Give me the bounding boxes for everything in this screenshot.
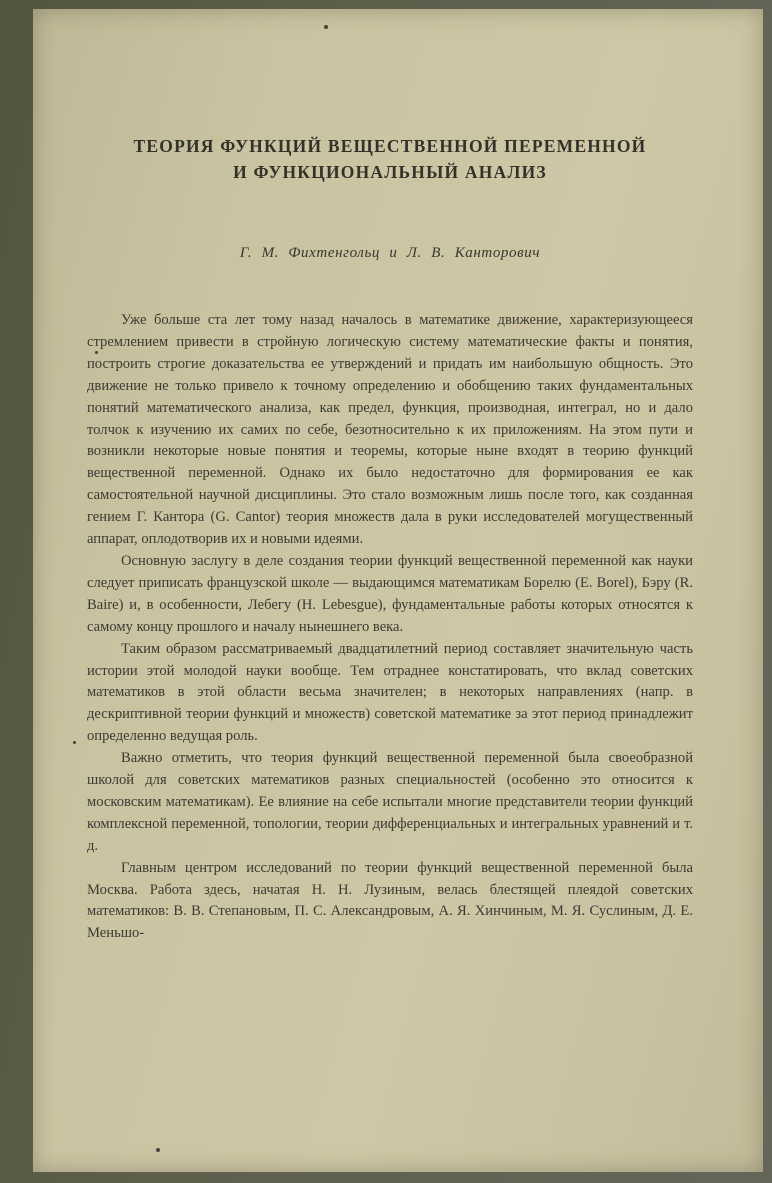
paragraph: Уже больше ста лет тому назад началось в математике движение, характеризующееся стремлением привести в стройную логическую систему математические факты и понятия, построить строгие доказательства ее утверждений и придать им наибольшую общность. Это движение не только привело к точному определению и обобщению таких фундаментальных понятий математического анализа, как предел, функция, производная, интеграл, но и дало толчок к изучению их самих по себе, безотносительно к их приложениям. На этом пути и возникли некоторые новые понятия и теоремы, которые ныне входят в теорию функций вещественной переменной. Однако их было недостаточно для формирования ее как самостоятельной научной дисциплины. Это стало возможным лишь после того, как созданная гением Г. Кантора (G. Cantor) теория множеств дала в руки исследователей могущественный аппарат, оплодотворив их и новыми идеями. bbox=[87, 312, 693, 548]
paragraph: Важно отметить, что теория функций вещественной переменной была своеобразной школой для советских математиков разных специальностей (особенно это относится к московским математикам). Ее влияние на себе испытали многие представители теории функций комплексной переменной, топологии, теории дифференциальных и интегральных уравнений и т. д. bbox=[87, 750, 693, 854]
paragraph: Главным центром исследований по теории функций вещественной переменной была Москва. Работа здесь, начатая Н. Н. Лузиным, велась блестящей плеядой советских математиков: В. В. Степановым, П. С. Александровым, А. Я. Хинчиным, М. Я. Суслиным, Д. Е. Меньшо- bbox=[87, 859, 693, 942]
article-title bbox=[87, 133, 693, 185]
page-content bbox=[87, 9, 693, 945]
authors-line: Г. М. Фихтенгольц и Л. В. Канторович bbox=[239, 245, 541, 261]
scan-speck bbox=[95, 351, 98, 354]
scan-speck bbox=[73, 741, 76, 744]
paper-sheet bbox=[33, 9, 763, 1172]
scan-speck bbox=[324, 25, 328, 29]
paragraph: Таким образом рассматриваемый двадцатилетний период составляет значительную часть истории этой молодой науки вообще. Тем отраднее констатировать, что вклад советских математиков в этой области весьма значителен; в некоторых направлениях (напр. в дескриптивной теории функций и множеств) советской математике за этот период принадлежит определенно ведущая роль. bbox=[87, 640, 693, 745]
scan-speck bbox=[156, 1148, 160, 1152]
article-body bbox=[87, 310, 693, 945]
article-title-line2: И ФУНКЦИОНАЛЬНЫЙ АНАЛИЗ bbox=[233, 162, 547, 182]
article-title-line1: ТЕОРИЯ ФУНКЦИЙ ВЕЩЕСТВЕННОЙ ПЕРЕМЕННОЙ bbox=[133, 136, 647, 156]
paragraph: Основную заслугу в деле создания теории функций вещественной переменной как науки следует приписать французской школе — выдающимся математикам Борелю (E. Borel), Бэру (R. Baire) и, в особенности, Лебегу (H. Lebesgue), фундаментальные работы которых относятся к самому концу прошлого и началу нынешнего века. bbox=[87, 552, 693, 635]
